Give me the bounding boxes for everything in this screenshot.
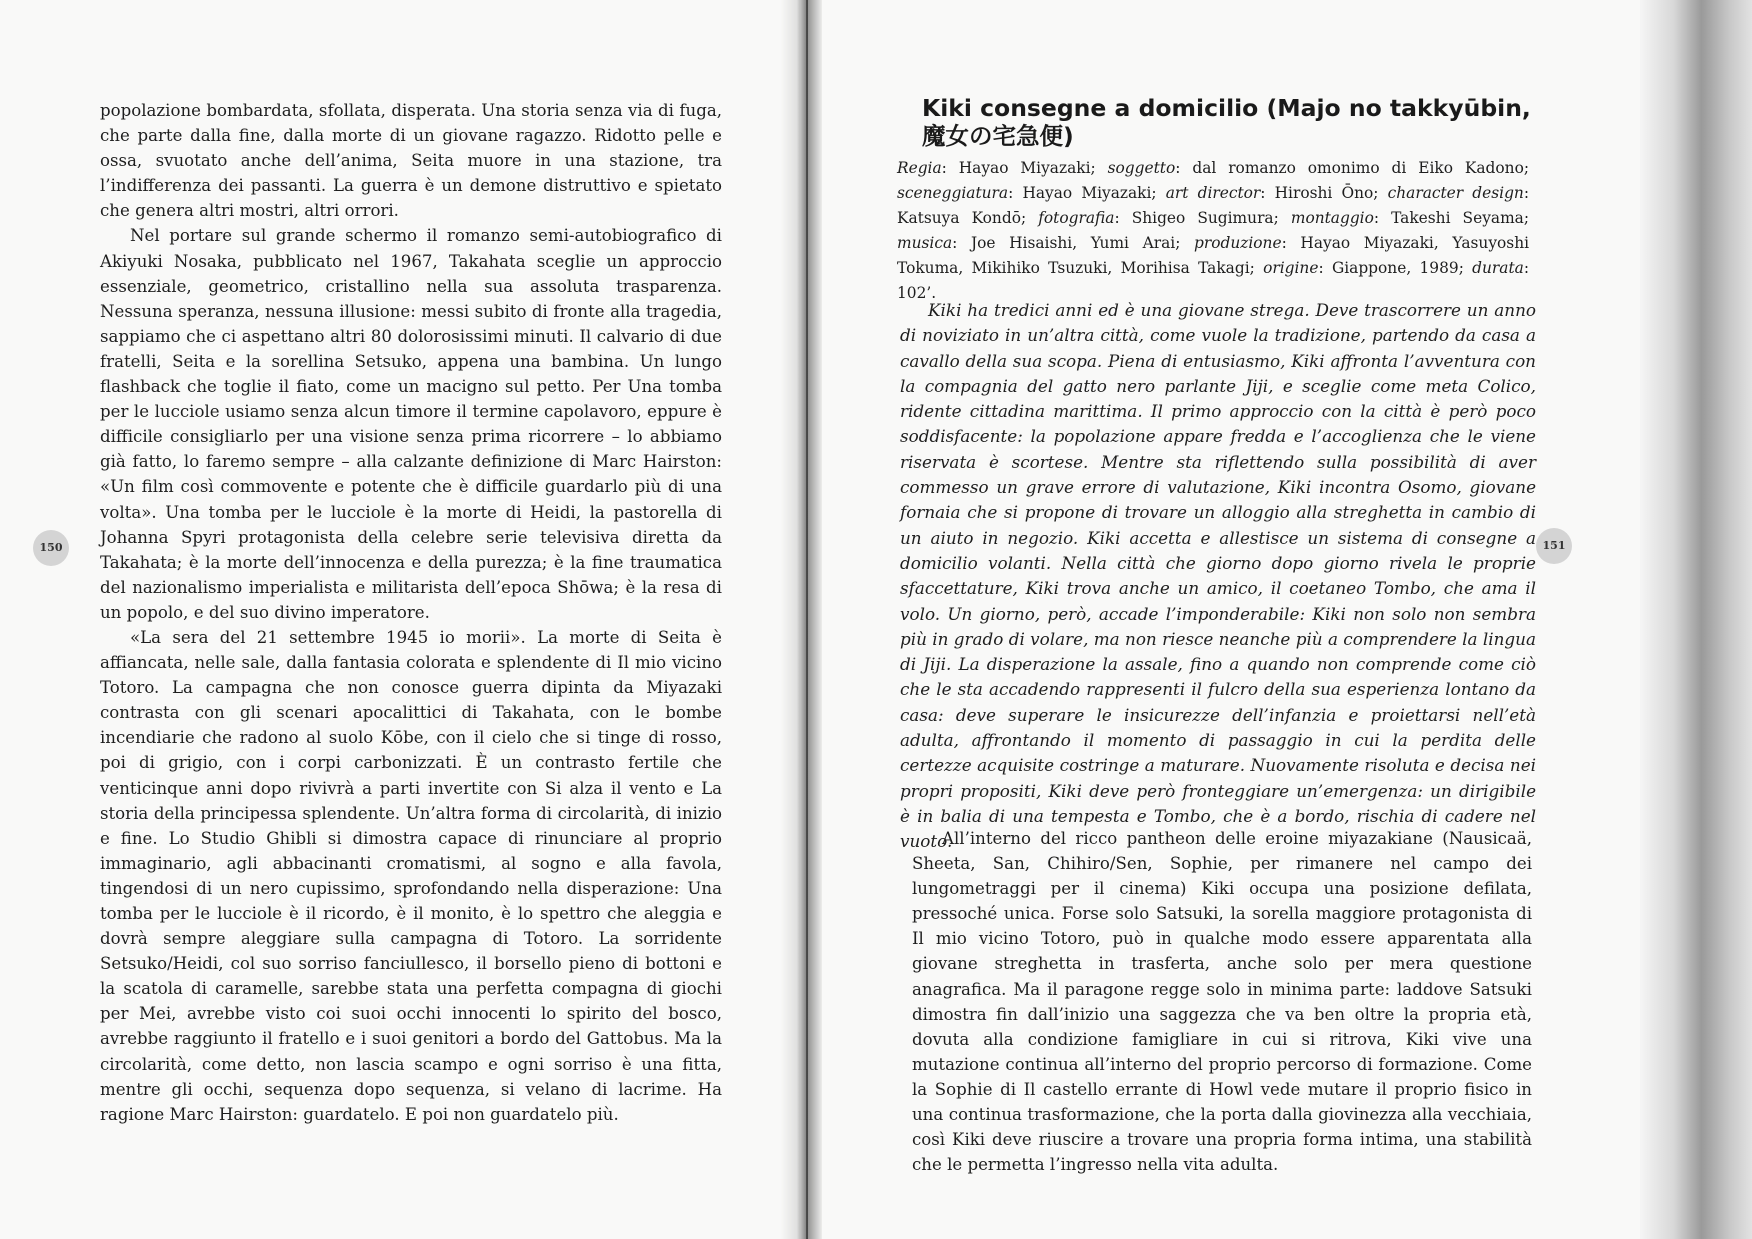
synopsis-paragraph: Kiki ha tredici anni ed è una giovane strega. Deve trascorrere un anno di noviziato in un’altra città, come vuole la tradizione, partendo da casa a cavallo della sua scopa. Piena di entusiasmo, Kiki affronta l’avventura con la compagnia del gatto nero parlante Jiji, e sceglie come meta Colico, ridente cittadina marittima. Il primo approccio con la città è però poco soddisfacente: la popolazione appare fredda e l’accoglienza che le viene riservata è scortese. Mentre sta riflettendo sulla possibilità di aver commesso un grave errore di valutazione, Kiki incontra Osomo, giovane fornaia che si propone di trovare un alloggio alla streghetta in cambio di un aiuto in negozio. Kiki accetta e allestisce un sistema di consegne a domicilio volanti. Nella città che giorno dopo giorno rivela le proprie sfaccettature, Kiki trova anche un amico, il coetaneo Tombo, che ama il volo. Un giorno, però, accade l’imponderabile: Kiki non solo non sembra più in grado di volare, ma non riesce neanche più a comprendere la lingua di Jiji. La disperazione la assale, fino a quando non comprende come ciò che le sta accadendo rappresenti il fulcro della sua esperienza lontano da casa: deve superare le insicurezze dell’infanzia e proiettarsi nell’età adulta, affrontando il momento di passaggio in cui la perdita delle certezze acquisite costringe a maturare. Nuovamente risoluta e decisa nei propri propositi, Kiki deve però fronteggiare un’emergenza: un dirigibile è in balia di una tempesta e Tombo, che è a bordo, rischia di cadere nel vuoto. <box>900 300 1536 852</box>
book-gutter-shadow <box>780 0 808 1239</box>
credit-value: Takeshi Seyama <box>1391 209 1524 227</box>
page-number: 150 <box>33 530 69 566</box>
credit-value: 102’. <box>897 284 937 302</box>
credit-label: art director <box>1165 184 1261 202</box>
credit-value: dal romanzo omonimo di Eiko Kadono <box>1192 159 1524 177</box>
credit-value: Hayao Miyazaki, Yasuyoshi Tokuma, Mikihiko Tsuzuki, Morihisa Takagi <box>897 234 1530 277</box>
credit-label: produzione <box>1194 234 1282 252</box>
credit-label: durata <box>1472 259 1524 277</box>
credit-label: fotografia <box>1038 209 1115 227</box>
credit-value: Joe Hisaishi, Yumi Arai <box>970 234 1176 252</box>
credit-value: Shigeo Sugimura <box>1131 209 1274 227</box>
credit-value: Hiroshi Ōno <box>1274 184 1374 202</box>
book-gutter-shadow-right <box>806 0 822 1239</box>
credit-label: soggetto <box>1107 159 1176 177</box>
credit-label: character design <box>1387 184 1524 202</box>
film-synopsis <box>900 298 1536 855</box>
paragraph: popolazione bombardata, sfollata, disperata. Una storia senza via di fuga, che parte dalla fine, dalla morte di un giovane ragazzo. Ridotto pelle e ossa, svuotato anche dell’anima, Seita muore in una stazione, tra l’indifferenza dei passanti. La guerra è un demone distruttivo e spietato che genera altri mostri, altri orrori. <box>100 101 722 221</box>
credit-label: origine <box>1263 259 1319 277</box>
credit-value: Katsuya Kondō <box>897 209 1021 227</box>
credit-label: sceneggiatura <box>897 184 1009 202</box>
left-page-text <box>100 98 722 1127</box>
credit-value: Hayao Miyazaki <box>958 159 1091 177</box>
paragraph: «La sera del 21 settembre 1945 io morii». La morte di Seita è affiancata, nelle sale, dalla fantasia colorata e splendente di Il mio vicino Totoro. La campagna che non conosce guerra dipinta da Miyazaki contrasta con gli scenari apocalittici di Takahata, con le bombe incendiarie che radono al suolo Kōbe, con il cielo che si tinge di rosso, poi di grigio, con i corpi carbonizzati. È un contrasto fertile che venticinque anni dopo rivivrà a parti invertite con Si alza il vento e La storia della principessa splendente. Un’altra forma di circolarità, di inizio e fine. Lo Studio Ghibli si dimostra capace di rinunciare al proprio immaginario, agli abbacinanti cromatismi, al sogno e alla favola, tingendosi di un nero cupissimo, sprofondando nella disperazione: Una tomba per le lucciole è il ricordo, è il monito, è lo spettro che aleggia e dovrà sempre aleggiare sulla campagna di Totoro. La sorridente Setsuko/Heidi, col suo sorriso fanciullesco, il borsello pieno di bottoni e la scatola di caramelle, sarebbe stata una perfetta compagna di giochi per Mei, avrebbe visto coi suoi occhi innocenti lo spirito del bosco, avrebbe raggiunto il fratello e i suoi genitori a bordo del Gattobus. Ma la circolarità, come detto, non lascia scampo e ogni sorriso è una fitta, mentre gli occhi, sequenza dopo sequenza, si velano di lacrime. Ha ragione Marc Hairston: guardatelo. E poi non guardatelo più. <box>100 627 722 1124</box>
right-page-text <box>912 826 1532 1177</box>
page-edge-shadow <box>1640 0 1752 1239</box>
credit-label: Regia <box>897 159 942 177</box>
film-title-heading: Kiki consegne a domicilio (Majo no takkyūbin, 魔女の宅急便) <box>922 94 1531 150</box>
film-credits: Regia: Hayao Miyazaki; soggetto: dal romanzo omonimo di Eiko Kadono; sceneggiatura: Hayao Miyazaki; art director: Hiroshi Ōno; character design: Katsuya Kondō; fotografia: Shigeo Sugimura; montaggio: Takeshi Seyama; musica: Joe Hisaishi, Yumi Arai; produzione: Hayao Miyazaki, Yasuyoshi Tokuma, Mikihiko Tsuzuki, Morihisa Takagi; origine: Giappone, 1989; durata: 102’. <box>897 159 1530 302</box>
page-number: 151 <box>1536 528 1572 564</box>
left-page <box>0 0 800 1239</box>
credit-value: Giappone, 1989 <box>1331 259 1459 277</box>
paragraph: All’interno del ricco pantheon delle eroine miyazakiane (Nausicaä, Sheeta, San, Chihiro/Sen, Sophie, per rimanere nel campo dei lungometraggi per il cinema) Kiki occupa una posizione defilata, pressoché unica. Forse solo Satsuki, la sorella maggiore protagonista di Il mio vicino Totoro, può in qualche modo essere apparentata alla giovane streghetta in trasferta, anche solo per mera questione anagrafica. Ma il paragone regge solo in minima parte: laddove Satsuki dimostra fin dall’inizio una saggezza che va ben oltre la propria età, dovuta alla condizione famigliare in cui si ritrova, Kiki vive una mutazione continua all’interno del proprio percorso di formazione. Come la Sophie di Il castello errante di Howl vede mutare il proprio fisico in una continua trasformazione, che la porta dalla giovinezza alla vecchiaia, così Kiki deve riuscire a trovare una propria forma intima, una stabilità che le permetta l’ingresso nella vita adulta. <box>912 829 1532 1175</box>
paragraph: Nel portare sul grande schermo il romanzo semi-autobiografico di Akiyuki Nosaka, pubblicato nel 1967, Takahata sceglie un approccio essenziale, geometrico, cristallino nella sua assoluta trasparenza. Nessuna speranza, nessuna illusione: messi subito di fronte alla tragedia, sappiamo che ci aspettano altri 80 dolorosissimi minuti. Il calvario di due fratelli, Seita e la sorellina Setsuko, appena una bambina. Un lungo flashback che toglie il fiato, come un macigno sul petto. Per Una tomba per le lucciole usiamo senza alcun timore il termine capolavoro, eppure è difficile consigliarlo per una visione senza prima ricorrere – lo abbiamo già fatto, lo faremo sempre – alla calzante definizione di Marc Hairston: «Un film così commovente e potente che è difficile guardarlo più di una volta». Una tomba per le lucciole è la morte di Heidi, la pastorella di Johanna Spyri protagonista della celebre serie televisiva diretta da Takahata; è la morte dell’innocenza e della purezza; è la fine traumatica del nazionalismo imperialista e militarista dell’epoca Shōwa; è la resa di un popolo, e del suo divino imperatore. <box>100 226 722 622</box>
credit-value: Hayao Miyazaki <box>1022 184 1152 202</box>
credit-label: montaggio <box>1290 209 1374 227</box>
credit-label: musica <box>897 234 953 252</box>
